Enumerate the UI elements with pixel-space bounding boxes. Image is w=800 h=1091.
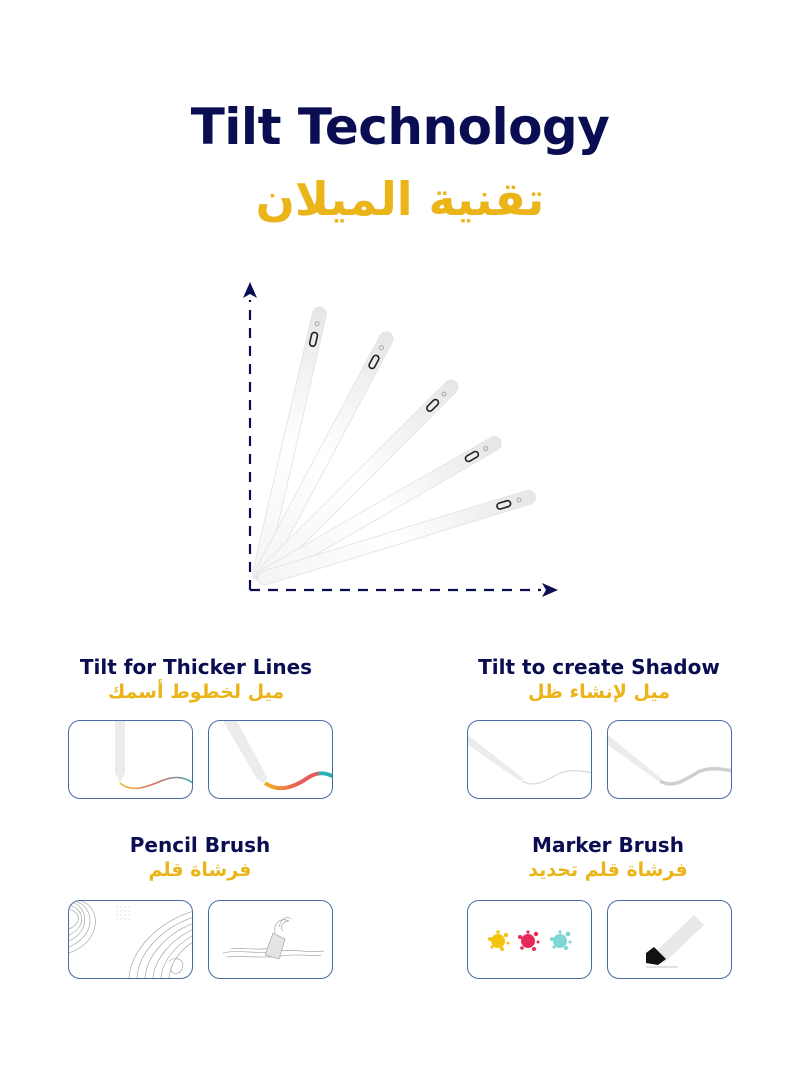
feature-create-shadow bbox=[449, 655, 749, 703]
card-color-splats bbox=[467, 900, 592, 979]
tilt-diagram bbox=[236, 278, 566, 612]
card-dark-shadow-stroke bbox=[607, 720, 732, 799]
card-thick-gradient-stroke bbox=[208, 720, 333, 799]
feature-title-arabic: فرشاة قلم bbox=[148, 859, 252, 881]
feature-title-arabic: ميل لخطوط أسمك bbox=[107, 681, 285, 703]
feature-title: Pencil Brush bbox=[129, 833, 271, 857]
feature-title: Tilt for Thicker Lines bbox=[79, 655, 313, 679]
feature-pencil-brush bbox=[50, 833, 350, 881]
page-title-arabic: تقنية الميلان bbox=[255, 172, 545, 226]
card-wave-pencil-sketch bbox=[208, 900, 333, 979]
vertical-axis-arrow bbox=[243, 282, 257, 590]
highlighter-icon bbox=[646, 915, 704, 967]
card-thin-gradient-stroke bbox=[68, 720, 193, 799]
yellow-splat-icon bbox=[488, 930, 510, 951]
pink-splat-icon bbox=[518, 930, 540, 951]
feature-marker-brush bbox=[458, 833, 758, 881]
card-light-shadow-stroke bbox=[467, 720, 592, 799]
card-swirl-pencil-sketch bbox=[68, 900, 193, 979]
card-highlighter-marker bbox=[607, 900, 732, 979]
feature-title-arabic: فرشاة قلم تحديد bbox=[528, 859, 688, 881]
feature-title: Marker Brush bbox=[532, 833, 684, 857]
feature-thicker-lines bbox=[46, 655, 346, 703]
feature-title: Tilt to create Shadow bbox=[478, 655, 720, 679]
horizontal-axis-arrow bbox=[250, 583, 558, 597]
page-title: Tilt Technology bbox=[190, 98, 610, 156]
teal-splat-icon bbox=[550, 930, 572, 950]
feature-title-arabic: ميل لإنشاء ظل bbox=[527, 681, 671, 703]
